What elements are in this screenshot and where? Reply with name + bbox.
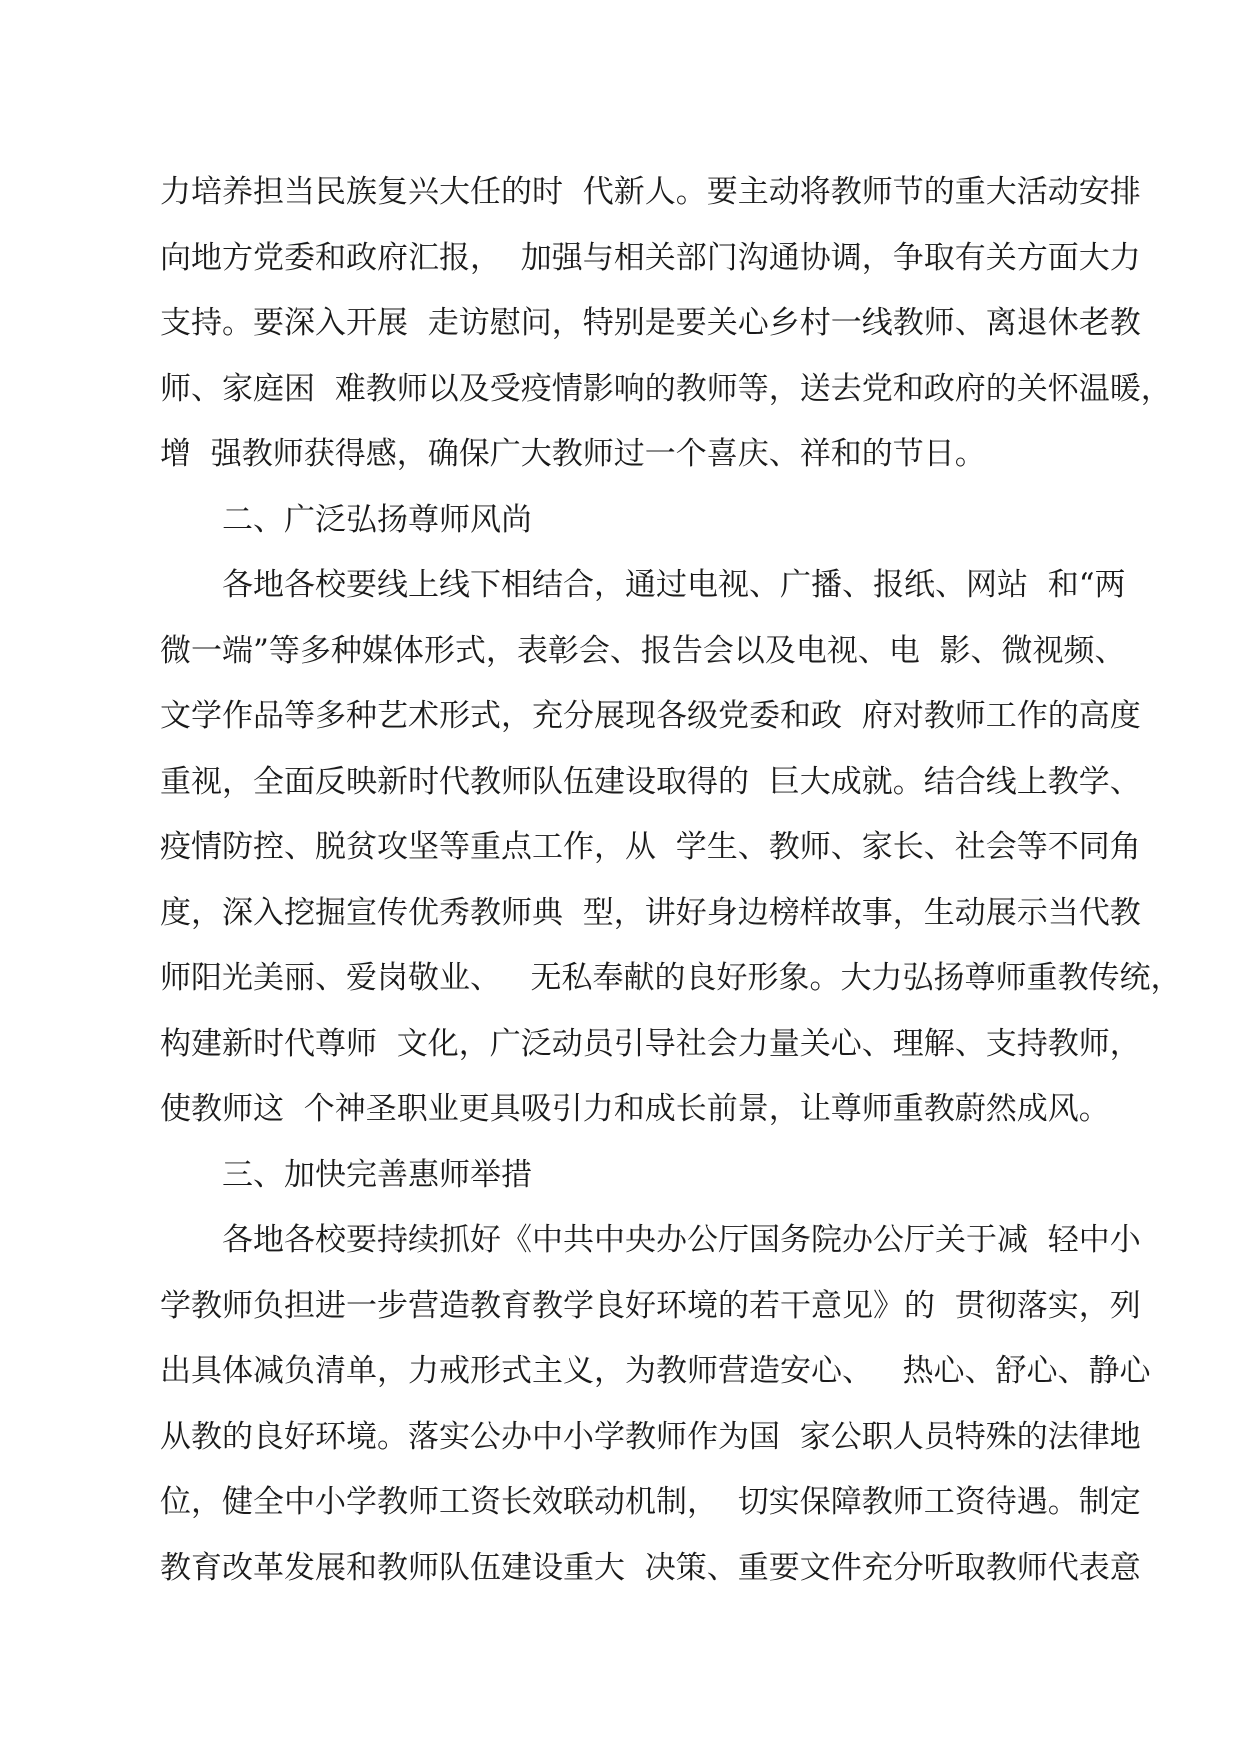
body-line: 微一端”等多种媒体形式，表彰会、报告会以及电视、电 影、微视频、: [160, 632, 1126, 669]
body-line: 构建新时代尊师 文化，广泛动员引导社会力量关心、理解、支持教师，: [160, 1025, 1141, 1062]
body-line: 使教师这 个神圣职业更具吸引力和成长前景，让尊师重教蔚然成风。: [160, 1091, 1110, 1127]
body-line: 师、家庭困 难教师以及受疫情影响的教师等，送去党和政府的关怀温暖，: [160, 370, 1172, 407]
body-line: 疫情防控、脱贫攻坚等重点工作，从 学生、教师、家长、社会等不同角: [160, 829, 1141, 865]
body-line: 文学作品等多种艺术形式，充分展现各级党委和政 府对教师工作的高度: [160, 698, 1141, 734]
section-heading: 三、加快完善惠师举措: [222, 1156, 532, 1193]
body-line: 出具体减负清单，力戒形式主义，为教师营造安心、 热心、舒心、静心: [160, 1353, 1151, 1389]
body-line: 向地方党委和政府汇报， 加强与相关部门沟通协调，争取有关方面大力: [160, 239, 1141, 276]
body-line: 教育改革发展和教师队伍建设重大 决策、重要文件充分听取教师代表意: [160, 1549, 1141, 1586]
body-line: 师阳光美丽、爱岗敬业、 无私奉献的良好形象。大力弘扬尊师重教传统，: [160, 960, 1182, 996]
body-line: 从教的良好环境。落实公办中小学教师作为国 家公职人员特殊的法律地: [160, 1418, 1141, 1455]
body-line: 力培养担当民族复兴大任的时 代新人。要主动将教师节的重大活动安排: [160, 174, 1141, 210]
paragraph-first-line: 各地各校要线上线下相结合，通过电视、广播、报纸、网站 和“两: [222, 567, 1126, 603]
paragraph-first-line: 各地各校要持续抓好《中共中央办公厅国务院办公厅关于减 轻中小: [222, 1222, 1141, 1258]
body-line: 度，深入挖掘宣传优秀教师典 型，讲好身边榜样故事，生动展示当代教: [160, 894, 1141, 931]
body-line: 重视，全面反映新时代教师队伍建设取得的 巨大成就。结合线上教学、: [160, 763, 1141, 800]
document-body: [160, 160, 1182, 1601]
body-line: 学教师负担进一步营造教育教学良好环境的若干意见》的 贯彻落实，列: [160, 1287, 1141, 1324]
body-line: 增 强教师获得感，确保广大教师过一个喜庆、祥和的节日。: [160, 436, 986, 472]
body-line: 位，健全中小学教师工资长效联动机制， 切实保障教师工资待遇。制定: [160, 1484, 1141, 1520]
section-heading: 二、广泛弘扬尊师风尚: [222, 501, 532, 538]
body-line: 支持。要深入开展 走访慰问，特别是要关心乡村一线教师、离退休老教: [160, 305, 1141, 341]
